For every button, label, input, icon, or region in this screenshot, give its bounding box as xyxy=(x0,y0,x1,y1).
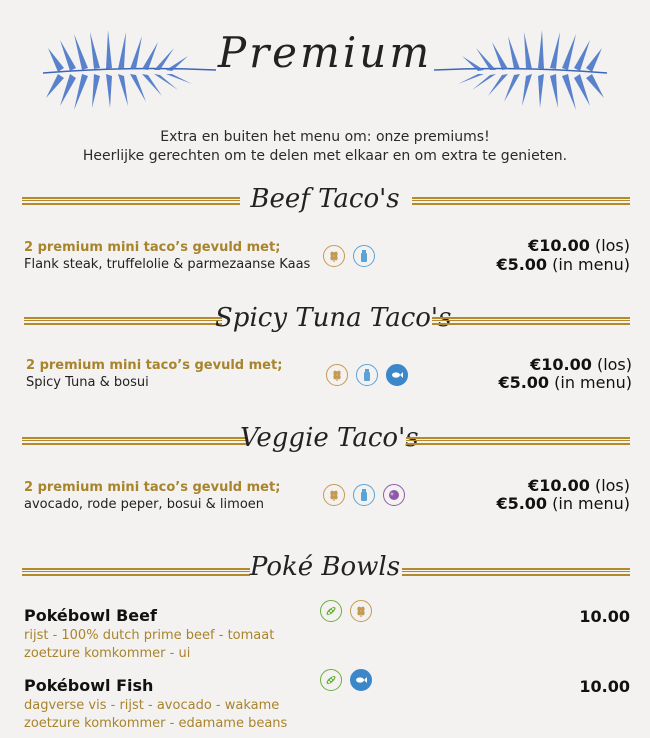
item-description: Flank steak, truffelolie & parmezaanse Kaas xyxy=(24,257,311,272)
wheat-icon xyxy=(323,245,345,267)
pokebowl-beef-price: 10.00 xyxy=(579,607,630,626)
price-los: €10.00 (los) xyxy=(528,236,630,255)
price-in-menu: €5.00 (in menu) xyxy=(498,373,632,392)
intro-line-1: Extra en buiten het menu om: onze premiums! xyxy=(160,129,490,145)
section-divider-right xyxy=(406,437,630,445)
section-divider-right xyxy=(432,317,630,325)
price-in-menu: €5.00 (in menu) xyxy=(496,255,630,274)
milk-icon xyxy=(353,484,375,506)
pokebowl-beef-name: Pokébowl Beef xyxy=(24,606,157,625)
milk-icon xyxy=(353,245,375,267)
pokebowl-beef-desc-1: rijst - 100% dutch prime beef - tomaat xyxy=(24,628,275,643)
section-divider-left xyxy=(22,197,240,205)
item-lead: 2 premium mini taco’s gevuld met; xyxy=(24,480,281,495)
pokebowl-beef-desc-2: zoetzure komkommer - ui xyxy=(24,646,191,661)
fish-icon xyxy=(350,669,372,691)
section-title-beef-tacos: Beef Taco's xyxy=(250,184,400,214)
section-title-veggie-tacos: Veggie Taco's xyxy=(240,423,419,453)
price-in-menu: €5.00 (in menu) xyxy=(496,494,630,513)
section-divider-left xyxy=(22,568,250,576)
page-title: Premium xyxy=(217,28,433,77)
section-title-spicy-tuna-tacos: Spicy Tuna Taco's xyxy=(215,303,452,333)
pokebowl-fish-price: 10.00 xyxy=(579,677,630,696)
section-divider-left xyxy=(24,317,222,325)
nut-icon xyxy=(383,484,405,506)
soy-bean-icon xyxy=(320,669,342,691)
section-divider-right xyxy=(412,197,630,205)
intro-line-2: Heerlijke gerechten om te delen met elkaar en om extra te genieten. xyxy=(82,148,568,164)
pokebowl-fish-name: Pokébowl Fish xyxy=(24,676,154,695)
price-los: €10.00 (los) xyxy=(530,355,632,374)
soy-bean-icon xyxy=(320,600,342,622)
section-divider-right xyxy=(402,568,630,576)
item-description: Spicy Tuna & bosui xyxy=(26,375,149,390)
section-title-poke-bowls: Poké Bowls xyxy=(249,552,401,582)
wheat-icon xyxy=(323,484,345,506)
item-description: avocado, rode peper, bosui & limoen xyxy=(24,497,265,512)
pokebowl-fish-desc-1: dagverse vis - rijst - avocado - wakame xyxy=(24,698,280,713)
pokebowl-fish-desc-2: zoetzure komkommer - edamame beans xyxy=(24,716,288,731)
section-divider-left xyxy=(22,437,246,445)
milk-icon xyxy=(356,364,378,386)
wheat-icon xyxy=(326,364,348,386)
price-los: €10.00 (los) xyxy=(528,476,630,495)
item-lead: 2 premium mini taco’s gevuld met; xyxy=(26,358,283,373)
fish-icon xyxy=(386,364,408,386)
item-lead: 2 premium mini taco’s gevuld met; xyxy=(24,240,281,255)
wheat-icon xyxy=(350,600,372,622)
